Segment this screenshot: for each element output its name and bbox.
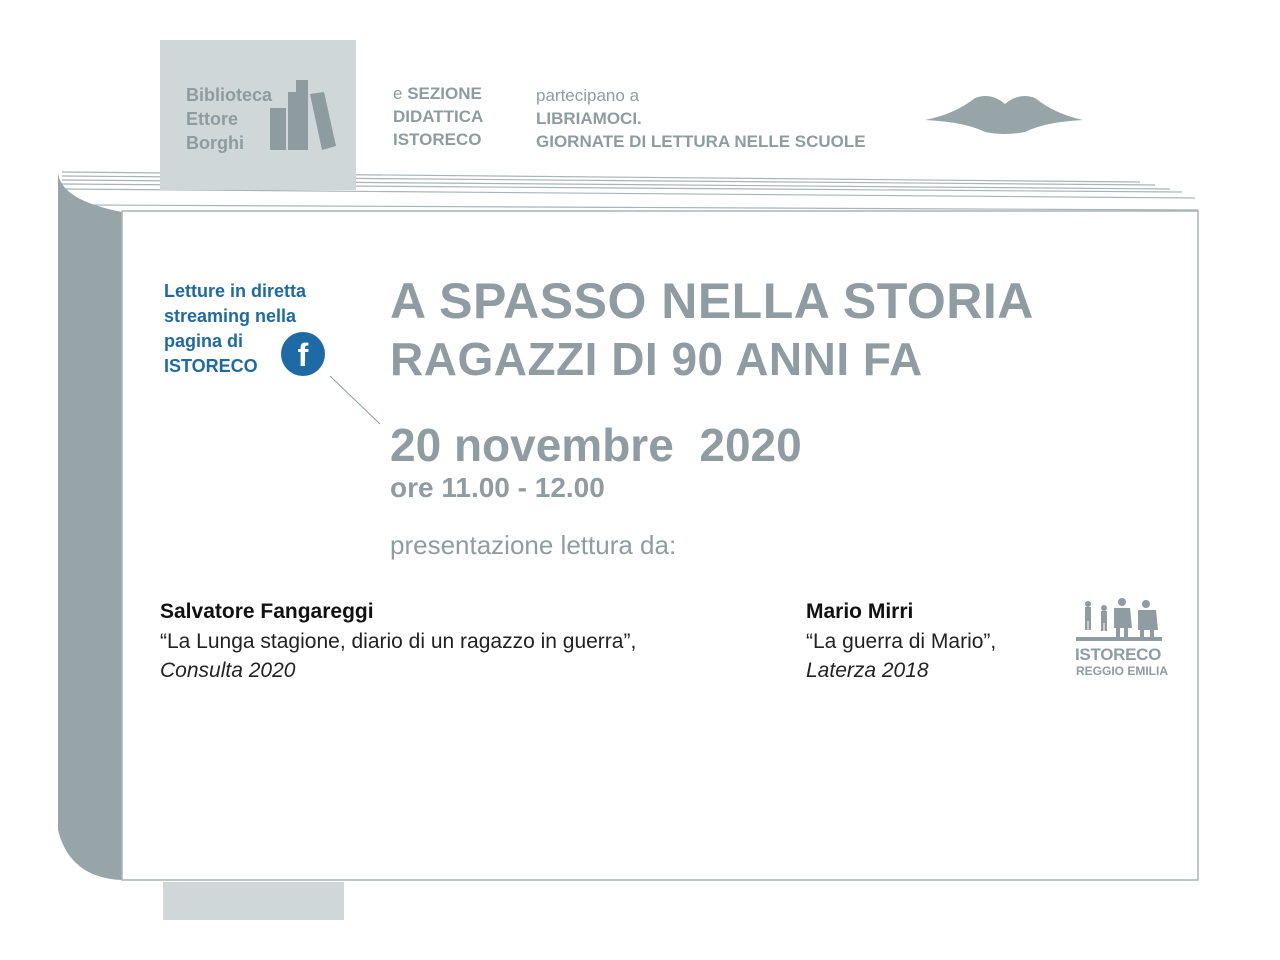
event-date: 20 novembre 2020 [390, 419, 802, 471]
presentazione-label: presentazione lettura da: [390, 530, 677, 560]
event-title: A SPASSO NELLA STORIA [390, 273, 1034, 329]
libriamoci-text [536, 84, 866, 153]
sezione-line2: DIDATTICA [393, 107, 484, 126]
reading-publisher: Laterza 2018 [806, 659, 929, 682]
reading-author: Salvatore Fangareggi [160, 600, 374, 623]
reading-title: “La guerra di Mario”, [806, 630, 997, 653]
partecipano-label: partecipano a [536, 86, 640, 105]
giornate-label: GIORNATE DI LETTURA NELLE SCUOLE [536, 132, 866, 151]
facebook-glyph: f [297, 337, 309, 373]
event-subtitle: RAGAZZI DI 90 ANNI FA [390, 333, 923, 385]
lips-icon [925, 94, 1085, 134]
sezione-line1: SEZIONE [407, 84, 482, 103]
sezione-prefix: e [393, 84, 403, 103]
istoreco-logo-icon [1074, 598, 1164, 646]
library-name: Biblioteca Ettore Borghi [186, 85, 273, 153]
reading-title: “La Lunga stagione, diario di un ragazzo in guerra”, [160, 630, 637, 653]
streaming-line1: Letture in diretta [164, 281, 307, 301]
reading-author: Mario Mirri [806, 600, 914, 623]
libriamoci-label: LIBRIAMOCI. [536, 109, 642, 128]
sezione-line3: ISTORECO [393, 130, 482, 149]
streaming-line4: ISTORECO [164, 356, 258, 376]
sezione-didattica [393, 82, 483, 151]
streaming-line3: pagina di [164, 331, 244, 351]
streaming-line2: streaming nella [164, 306, 297, 326]
pointer-line [0, 0, 403, 440]
reading-publisher: Consulta 2020 [160, 659, 296, 682]
istoreco-sub: REGGIO EMILIA [1076, 664, 1169, 678]
event-time: ore 11.00 - 12.00 [390, 472, 605, 503]
bottom-bookmark [163, 882, 344, 920]
istoreco-name: ISTORECO [1075, 645, 1162, 664]
